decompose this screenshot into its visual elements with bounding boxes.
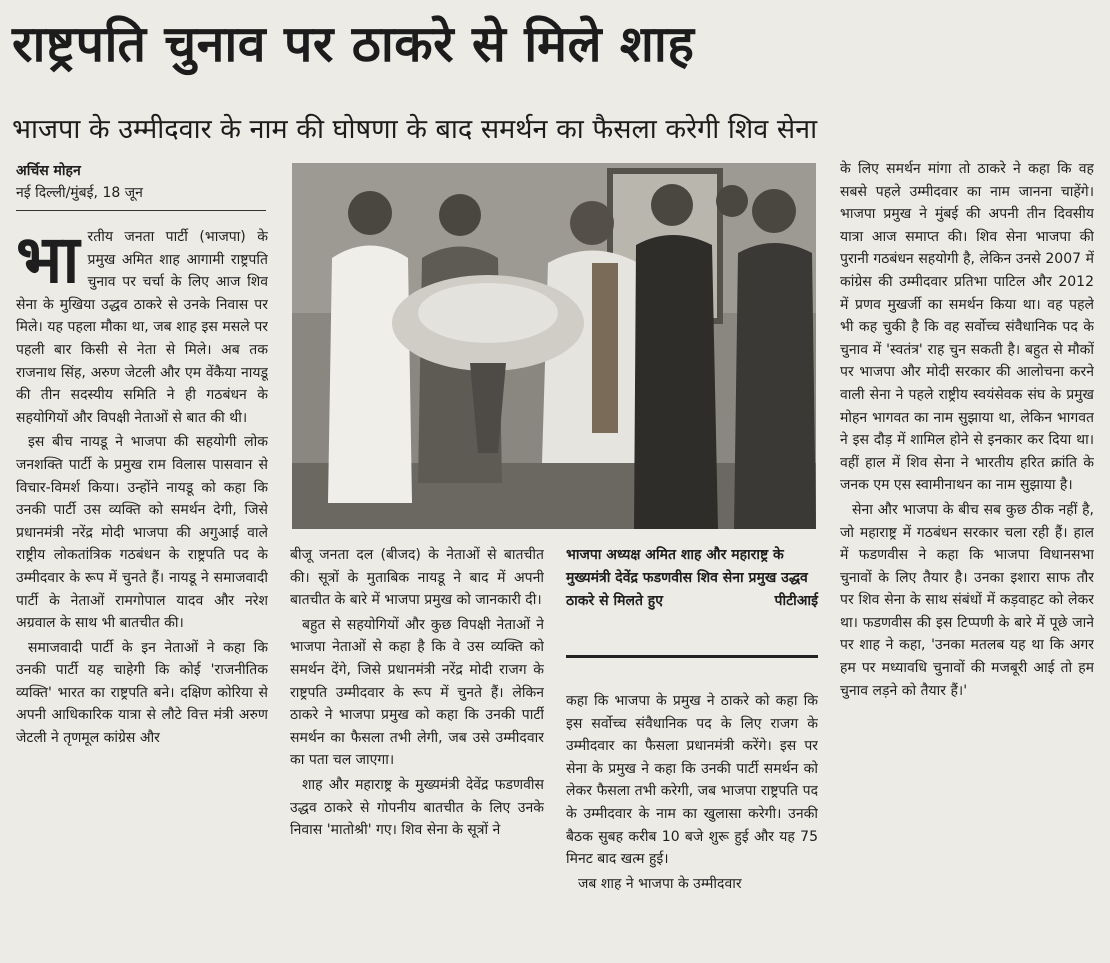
drop-cap: भा: [16, 226, 80, 298]
paragraph: जब शाह ने भाजपा के उम्मीदवार: [578, 875, 742, 892]
paragraph: बहुत से सहयोगियों और कुछ विपक्षी नेताओं ने भाजपा नेताओं से कहा है कि वे उस व्यक्ति को समर्थन देंगे, जिसे प्रधानमंत्री नरेंद्र मोदी राजग के राष्ट्रपति उम्मीदवार के रूप में चुनते हैं। लेकिन ठाकरे ने भाजपा प्रमुख को कहा कि उनकी पार्टी समर्थन का फैसला तभी लेगी, जब उसे उम्मीदवार का पता चल जाएगा।: [290, 616, 544, 769]
byline-dateline: नई दिल्ली/मुंबई, 18 जून: [16, 185, 143, 201]
paragraph: समाजवादी पार्टी के इन नेताओं ने कहा कि उनकी पार्टी यह चाहेगी कि कोई 'राजनीतिक व्यक्ति' भारत का राष्ट्रपति बने। दक्षिण कोरिया से अपनी आधिकारिक यात्रा से लौटे वित्त मंत्री अरुण जेटली ने तृणमूल कांग्रेस और: [16, 639, 268, 747]
photo-caption: [566, 544, 818, 613]
caption-text: भाजपा अध्यक्ष अमित शाह और महाराष्ट्र के मुख्यमंत्री देवेंद्र फडणवीस शिव सेना प्रमुख उद्धव ठाकरे से मिलते हुए: [566, 547, 808, 609]
caption-rule: [566, 655, 818, 658]
article-column-3: [566, 690, 818, 963]
paragraph: शाह और महाराष्ट्र के मुख्यमंत्री देवेंद्र फडणवीस उद्धव ठाकरे से गोपनीय बातचीत के लिए उनके निवास 'मातोश्री' गए। शिव सेना के सूत्रों ने: [290, 776, 544, 839]
photo-credit: पीटीआई: [774, 593, 818, 609]
paragraph: [16, 226, 268, 429]
paragraph: सेना और भाजपा के बीच सब कुछ ठीक नहीं है, जो महाराष्ट्र में गठबंधन सरकार चला रही हैं। हाल में फडणवीस ने कहा कि भाजपा विधानसभा चुनावों के लिए तैयार है। उनका इशारा साफ तौर पर शिव सेना के साथ संबंधों में कड़वाहट को लेकर था। फडणवीस की इस टिप्पणी के बारे में पूछे जाने पर शाह ने कहा, 'उनका मतलब यह था कि अगर हम पर मध्यावधि चुनावों की मजबूरी आई तो हम चुनाव लड़ने को तैयार हैं।': [840, 501, 1094, 699]
paragraph: कहा कि भाजपा के प्रमुख ने ठाकरे को कहा कि इस सर्वोच्च संवैधानिक पद के लिए राजग के उम्मीदवार का फैसला प्रधानमंत्री करेंगे। इस पर सेना के प्रमुख ने कहा कि उनकी पार्टी समर्थन को लेकर फैसला तभी करेगी, जब भाजपा राष्ट्रपति पद के उम्मीदवार के नाम का खुलासा करेगी। उनकी बैठक सुबह करीब 10 बजे शुरू हुई और यह 75 मिनट बाद खत्म हुई।: [566, 693, 818, 868]
byline-author: अर्चिस मोहन: [16, 163, 81, 179]
headline: राष्ट्रपति चुनाव पर ठाकरे से मिले शाह: [12, 15, 695, 73]
article-column-2: [290, 544, 544, 963]
photo-illustration: [292, 163, 816, 529]
byline-rule: [16, 210, 266, 211]
subheadline: भाजपा के उम्मीदवार के नाम की घोषणा के बाद समर्थन का फैसला करेगी शिव सेना: [12, 114, 818, 145]
paragraph: के लिए समर्थन मांगा तो ठाकरे ने कहा कि वह सबसे पहले उम्मीदवार का नाम जानना चाहेंगे। भाजपा प्रमुख ने मुंबई की अपनी तीन दिवसीय यात्रा आज समाप्त की। शिव सेना भाजपा की पुरानी गठबंधन सहयोगी है, लेकिन उनसे 2007 में कांग्रेस की उम्मीदवार प्रतिभा पाटिल और 2012 में प्रणव मुखर्जी का समर्थन किया था। वह पहले भी कह चुकी है कि वह सर्वोच्च संवैधानिक पद के चुनाव में 'स्वतंत्र' राह चुन सकती है। बहुत से मौकों पर भाजपा और मोदी सरकार की आलोचना करने वाली सेना ने पहले राष्ट्रीय स्वयंसेवक संघ के प्रमुख मोहन भागवत का नाम सुझाया था, लेकिन भागवत ने इस दौड़ में शामिल होने से इनकार कर दिया था। वहीं हाल में शिव सेना ने भारतीय हरित क्रांति के जनक एम एस स्वामीनाथन का नाम सुझाया है।: [840, 161, 1094, 494]
paragraph: इस बीच नायडू ने भाजपा की सहयोगी लोक जनशक्ति पार्टी के प्रमुख राम विलास पासवान से विचार-विमर्श किया। उन्होंने नायडू को कहा कि उनकी पार्टी उस व्यक्ति को समर्थन देगी, जिसे प्रधानमंत्री नरेंद्र मोदी भाजपा की अगुआई वाले राष्ट्रीय लोकतांत्रिक गठबंधन के राष्ट्रपति पद के उम्मीदवार के रूप में चुनते हैं। नायडू ने समाजवादी पार्टी के नेताओं रामगोपाल यादव और नरेश अग्रवाल के साथ भी बातचीत की।: [16, 434, 268, 632]
paragraph: बीजू जनता दल (बीजद) के नेताओं से बातचीत की। सूत्रों के मुताबिक नायडू ने बाद में अपनी बातचीत के बारे में भाजपा प्रमुख को जानकारी दी।: [290, 547, 544, 609]
news-photo: [292, 163, 816, 529]
article-column-1: [16, 226, 268, 963]
byline: [16, 160, 266, 204]
paragraph-text: रतीय जनता पार्टी (भाजपा) के प्रमुख अमित शाह आगामी राष्ट्रपति चुनाव पर चर्चा के लिए आज शिव सेना के मुखिया उद्धव ठाकरे से उनके निवास पर मिले। यह पहला मौका था, जब शाह इस मसले पर पहली बार किसी से नेता से मिले। अब तक राजनाथ सिंह, अरुण जेटली और एम वेंकैया नायडू की तीन सदस्यीय समिति ने ही गठबंधन के सहयोगियों और विपक्षी नेताओं से बात की थी।: [16, 229, 268, 426]
article-column-4: [840, 158, 1094, 963]
